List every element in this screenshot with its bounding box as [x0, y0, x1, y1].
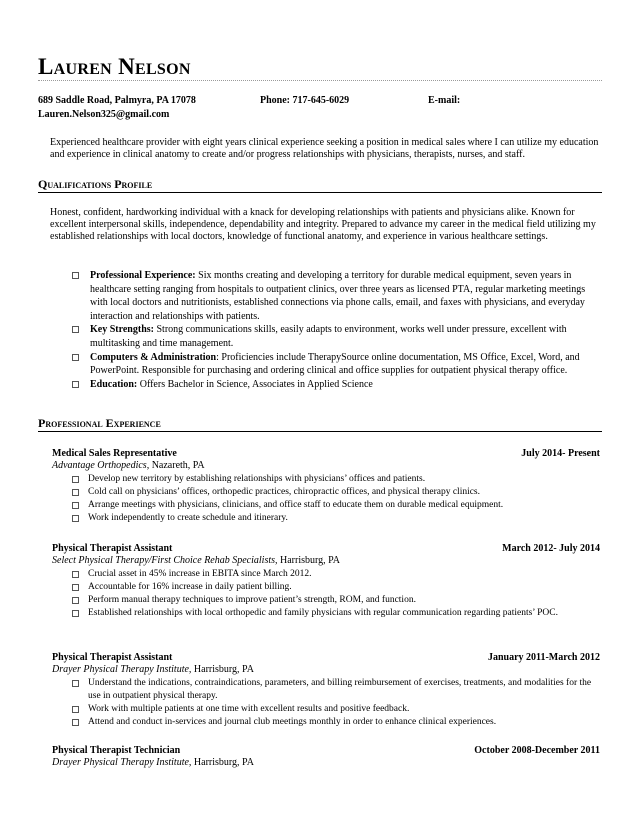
bullet-text: Attend and conduct in-services and journal club meetings monthly in order to enhance clinical experiences.: [88, 717, 497, 727]
list-item: [72, 269, 602, 323]
employer: Drayer Physical Therapy Institute,: [52, 664, 192, 675]
checkbox-bullet-icon: [72, 584, 79, 591]
checkbox-bullet-icon: [72, 272, 79, 279]
checkbox-bullet-icon: [72, 489, 79, 496]
job-date: March 2012- July 2014: [502, 543, 600, 554]
list-item: [72, 703, 602, 716]
job-entry: [52, 745, 602, 769]
checkbox-bullet-icon: [72, 515, 79, 522]
checkbox-bullet-icon: [72, 680, 79, 687]
job-date: January 2011-March 2012: [487, 652, 600, 663]
experience-heading: Professional Experience: [38, 416, 602, 432]
email-label: E-mail:: [428, 95, 461, 106]
bullet-text: Work with multiple patients at one time with excellent results and positive feedback.: [88, 704, 410, 714]
bullet-text: Arrange meetings with physicians, clinicians, and office staff to educate them on durable medical equipment.: [88, 500, 504, 510]
employer: Select Physical Therapy/First Choice Rehab Specialists,: [52, 555, 278, 566]
list-item: [72, 594, 602, 607]
job-title: Medical Sales Representative: [52, 448, 177, 459]
job-title: Physical Therapist Technician: [52, 745, 181, 756]
job-title: Physical Therapist Assistant: [52, 652, 173, 663]
list-item: [72, 323, 602, 350]
job-location: Harrisburg, PA: [191, 757, 254, 768]
list-item: [72, 581, 602, 594]
list-item: [72, 568, 602, 581]
checkbox-bullet-icon: [72, 326, 79, 333]
item-text: Six months creating and developing a territory for durable medical equipment, seven years in healthcare setting ranging from hospitals to outpatient clinics, over three years as licensed PTA, regular marketing meetings with local doctors and nutritionists, established connections via phone calls, email, and faxes with physicians, and everyday interaction and relationships with patients.: [90, 270, 586, 322]
email-address: Lauren.Nelson325@gmail.com: [38, 109, 170, 120]
job-entry: [52, 652, 602, 676]
job-location: Harrisburg, PA: [191, 664, 254, 675]
list-item: [72, 677, 602, 703]
list-item: [72, 378, 602, 392]
bullet-text: Crucial asset in 45% increase in EBITA since March 2012.: [88, 569, 312, 579]
job-location: Harrisburg, PA: [277, 555, 341, 566]
checkbox-bullet-icon: [72, 597, 79, 604]
job-organization: [52, 757, 602, 769]
bullet-text: Work independently to create schedule and itinerary.: [88, 513, 288, 523]
bullet-text: Understand the indications, contraindications, parameters, and billing reimbursement of exercises, treatments, and modalities for the use in outpatient physical therapy.: [88, 678, 592, 701]
bullet-text: Cold call on physicians’ offices, orthopedic practices, chiropractic offices, and physical therapy clinics.: [88, 487, 481, 497]
job-bullets: [72, 568, 602, 620]
checkbox-bullet-icon: [72, 354, 79, 361]
phone: Phone: 717-645-6029: [260, 95, 350, 106]
job-bullets: [72, 677, 602, 729]
list-item: [72, 486, 602, 499]
list-item: [72, 499, 602, 512]
job-organization: [52, 555, 602, 567]
job-date: October 2008-December 2011: [474, 745, 600, 756]
bullet-text: Established relationships with local orthopedic and family physicians with regular communication regarding patients’ POC.: [88, 608, 558, 618]
list-item: [72, 473, 602, 486]
checkbox-bullet-icon: [72, 381, 79, 388]
job-title: Physical Therapist Assistant: [52, 543, 173, 554]
job-date: July 2014- Present: [521, 448, 600, 459]
address: 689 Saddle Road, Palmyra, PA 17078: [38, 95, 196, 106]
list-item: [72, 607, 602, 620]
item-label: Computers & Administration: [90, 351, 217, 363]
list-item: [72, 351, 602, 378]
job-entry: [52, 543, 602, 567]
checkbox-bullet-icon: [72, 706, 79, 713]
item-text: Offers Bachelor in Science, Associates in Applied Science: [137, 378, 373, 390]
bullet-text: Accountable for 16% increase in daily patient billing.: [88, 582, 292, 592]
job-organization: [52, 664, 602, 676]
item-label: Key Strengths:: [90, 324, 154, 336]
bullet-text: Perform manual therapy techniques to improve patient’s strength, ROM, and function.: [88, 595, 416, 605]
list-item: [72, 716, 602, 729]
job-entry: [52, 448, 602, 472]
checkbox-bullet-icon: [72, 476, 79, 483]
item-label: Professional Experience:: [90, 270, 196, 281]
item-label: Education:: [90, 378, 138, 390]
job-organization: [52, 460, 602, 472]
checkbox-bullet-icon: [72, 719, 79, 726]
employer: Advantage Orthopedics,: [52, 460, 150, 471]
name-divider: [38, 80, 602, 81]
summary-paragraph: Experienced healthcare provider with eight years clinical experience seeking a position in medical sales where I can utilize my education and experience in clinical anatomy to create and/or progress relationships with physicians, therapists, nurses, and staff.: [50, 137, 599, 161]
checkbox-bullet-icon: [72, 571, 79, 578]
job-location: Nazareth, PA: [149, 460, 205, 471]
employer: Drayer Physical Therapy Institute,: [52, 757, 192, 768]
qualifications-text: Honest, confident, hardworking individual with a knack for developing relationships with patients and physicians alike. Known for excellent interpersonal skills, independence, dependability and integrity. Prepared to advance my career in the medical field utilizing my established relationships with local doctors, knowledge of functional anatomy, and experience in various healthcare settings.: [50, 207, 596, 243]
candidate-name: Lauren Nelson: [38, 54, 191, 79]
list-item: [72, 512, 602, 525]
bullet-text: Develop new territory by establishing relationships with physicians’ offices and patients.: [88, 474, 426, 484]
checkbox-bullet-icon: [72, 610, 79, 617]
item-text: : Proficiencies include TherapySource online documentation, MS Office, Excel, Word, and PowerPoint. Responsible for purchasing and ordering clinical and office supplies for outpatient physical therapy office.: [90, 351, 580, 377]
checkbox-bullet-icon: [72, 502, 79, 509]
item-text: Strong communications skills, easily adapts to environment, works well under pressure, excellent with multitasking and time management.: [90, 324, 567, 349]
qualifications-heading: Qualifications Profile: [38, 177, 602, 193]
qualifications-list: [72, 269, 602, 391]
job-bullets: [72, 473, 602, 525]
